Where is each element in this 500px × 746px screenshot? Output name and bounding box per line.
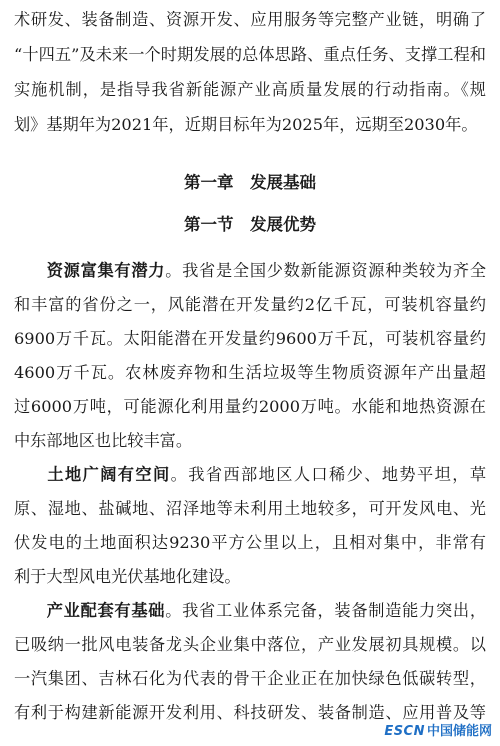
paragraph-line: 已吸纳一批风电装备龙头企业集中落位，产业发展初具规模。以 (14, 635, 486, 654)
paragraph-text: 。我省是全国少数新能源资源种类较为齐全 (165, 261, 486, 280)
watermark-logo (384, 722, 492, 742)
paragraph-lead: 土地广阔有空间 (46, 465, 171, 484)
paragraph-industry-first-line (14, 601, 486, 621)
section-title: 第一节 发展优势 (184, 215, 316, 234)
paragraph-line: 6900万千瓦。太阳能潜在开发量约9600万千瓦，可装机容量约 (14, 329, 486, 348)
paragraph-line: 过6000万吨，可能源化利用量约2000万吨。水能和地热资源在 (14, 397, 486, 416)
paragraph-resources-first-line (14, 261, 486, 281)
watermark-name: 中国储能网 (426, 724, 492, 739)
paragraph-text: 。我省西部地区人口稀少、地势平坦，草 (170, 465, 486, 484)
paragraph-lead: 产业配套有基础 (46, 601, 166, 620)
paragraph-line: 4600万千瓦。农林废弃物和生活垃圾等生物质资源年产出量超 (14, 363, 486, 382)
paragraph-line: 利于大型风电光伏基地化建设。 (14, 567, 241, 586)
paragraph-land-first-line (14, 465, 486, 485)
intro-line: 划》基期年为2021年，近期目标年为2025年，远期至2030年。 (14, 115, 478, 134)
intro-line: 实施机制，是指导我省新能源产业高质量发展的行动指南。《规 (14, 80, 486, 99)
paragraph-lead: 资源富集有潜力 (46, 261, 166, 280)
paragraph-line: 伏发电的土地面积达9230平方公里以上，且相对集中，非常有 (14, 533, 486, 552)
paragraph-line: 有利于构建新能源开发利用、科技研发、装备制造、应用普及等 (14, 703, 486, 722)
intro-line: 术研发、装备制造、资源开发、应用服务等完整产业链，明确了 (14, 10, 486, 29)
chapter-title: 第一章 发展基础 (184, 173, 316, 192)
paragraph-text: 。我省工业体系完备，装备制造能力突出， (165, 601, 486, 620)
intro-line: “十四五”及未来一个时期发展的总体思路、重点任务、支撑工程和 (14, 45, 486, 64)
watermark-brand: ESCN (384, 724, 425, 739)
paragraph-line: 原、湿地、盐碱地、沼泽地等未利用土地较多，可开发风电、光 (14, 499, 486, 518)
paragraph-line: 一汽集团、吉林石化为代表的骨干企业正在加快绿色低碳转型， (14, 669, 486, 688)
paragraph-line: 和丰富的省份之一，风能潜在开发量约2亿千瓦，可装机容量约 (14, 295, 486, 314)
paragraph-line: 中东部地区也比较丰富。 (14, 431, 193, 450)
